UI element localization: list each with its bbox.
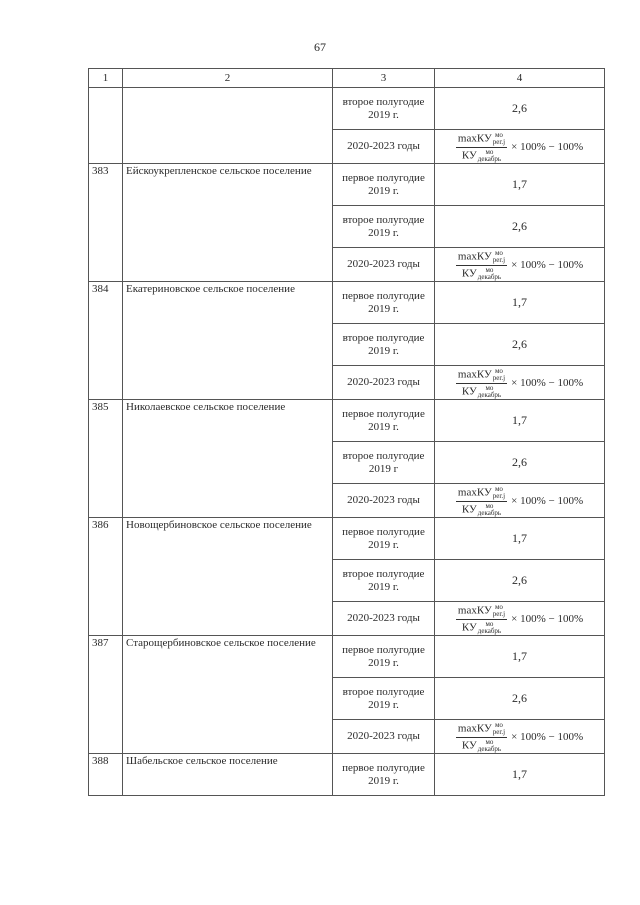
value-cell: 2,6 bbox=[435, 442, 605, 484]
settlement-name: Екатериновское сельское поселение bbox=[123, 282, 333, 400]
formula-fraction: maxКУ мо рег.j КУ мо декабрь bbox=[457, 130, 506, 163]
formula-cell bbox=[435, 484, 605, 518]
table-row bbox=[89, 636, 605, 678]
index-formula bbox=[456, 132, 583, 163]
period-cell: первое полугодие 2019 г. bbox=[333, 754, 435, 796]
period-cell: 2020-2023 годы bbox=[333, 366, 435, 400]
period-cell: первое полугодие 2019 г. bbox=[333, 164, 435, 206]
formula-tail: × 100% − 100% bbox=[511, 377, 584, 390]
settlement-name: Новощербиновское сельское поселение bbox=[123, 518, 333, 636]
index-formula bbox=[456, 722, 583, 753]
index-formula bbox=[456, 486, 583, 517]
settlement-name: Старощербиновское сельское поселение bbox=[123, 636, 333, 754]
value-cell: 1,7 bbox=[435, 636, 605, 678]
formula-cell bbox=[435, 602, 605, 636]
period-cell: первое полугодие 2019 г. bbox=[333, 518, 435, 560]
table-row bbox=[89, 400, 605, 442]
value-cell: 2,6 bbox=[435, 560, 605, 602]
formula-fraction: maxКУ мо рег.j КУ мо декабрь bbox=[457, 602, 506, 635]
value-cell: 1,7 bbox=[435, 754, 605, 796]
formula-tail: × 100% − 100% bbox=[511, 141, 584, 154]
col-header: 3 bbox=[333, 69, 435, 88]
row-number: 386 bbox=[89, 518, 123, 636]
col-header: 4 bbox=[435, 69, 605, 88]
row-number: 384 bbox=[89, 282, 123, 400]
formula-fraction: maxКУ мо рег.j КУ мо декабрь bbox=[457, 720, 506, 753]
value-cell: 2,6 bbox=[435, 324, 605, 366]
formula-fraction: maxКУ мо рег.j КУ мо декабрь bbox=[457, 484, 506, 517]
formula-cell bbox=[435, 130, 605, 164]
tariff-table bbox=[88, 68, 605, 796]
formula-tail: × 100% − 100% bbox=[511, 613, 584, 626]
table-row bbox=[89, 88, 605, 130]
value-cell: 1,7 bbox=[435, 518, 605, 560]
formula-tail: × 100% − 100% bbox=[511, 495, 584, 508]
index-formula bbox=[456, 250, 583, 281]
table-header-row bbox=[89, 69, 605, 88]
period-cell: 2020-2023 годы bbox=[333, 248, 435, 282]
row-number: 387 bbox=[89, 636, 123, 754]
formula-cell bbox=[435, 720, 605, 754]
formula-cell bbox=[435, 366, 605, 400]
period-cell: 2020-2023 годы bbox=[333, 484, 435, 518]
value-cell: 1,7 bbox=[435, 400, 605, 442]
formula-cell bbox=[435, 248, 605, 282]
value-cell: 1,7 bbox=[435, 164, 605, 206]
table-row bbox=[89, 164, 605, 206]
formula-fraction: maxКУ мо рег.j КУ мо декабрь bbox=[457, 248, 506, 281]
value-cell: 2,6 bbox=[435, 88, 605, 130]
period-cell: второе полугодие 2019 г. bbox=[333, 88, 435, 130]
period-cell: 2020-2023 годы bbox=[333, 130, 435, 164]
period-cell: второе полугодие 2019 г bbox=[333, 442, 435, 484]
value-cell: 2,6 bbox=[435, 678, 605, 720]
settlement-name: Николаевское сельское поселение bbox=[123, 400, 333, 518]
table-body bbox=[89, 88, 605, 796]
col-header: 2 bbox=[123, 69, 333, 88]
index-formula bbox=[456, 604, 583, 635]
period-cell: второе полугодие 2019 г. bbox=[333, 324, 435, 366]
row-number: 388 bbox=[89, 754, 123, 796]
period-cell: второе полугодие 2019 г. bbox=[333, 560, 435, 602]
index-formula bbox=[456, 368, 583, 399]
table-row bbox=[89, 518, 605, 560]
table-row bbox=[89, 754, 605, 796]
formula-fraction: maxКУ мо рег.j КУ мо декабрь bbox=[457, 366, 506, 399]
period-cell: 2020-2023 годы bbox=[333, 602, 435, 636]
settlement-name bbox=[123, 88, 333, 164]
settlement-name: Ейскоукрепленское сельское поселение bbox=[123, 164, 333, 282]
formula-tail: × 100% − 100% bbox=[511, 731, 584, 744]
period-cell: второе полугодие 2019 г. bbox=[333, 678, 435, 720]
settlement-name: Шабельское сельское поселение bbox=[123, 754, 333, 796]
row-number bbox=[89, 88, 123, 164]
period-cell: 2020-2023 годы bbox=[333, 720, 435, 754]
period-cell: первое полугодие 2019 г. bbox=[333, 636, 435, 678]
period-cell: второе полугодие 2019 г. bbox=[333, 206, 435, 248]
page-number: 67 bbox=[314, 40, 326, 54]
row-number: 383 bbox=[89, 164, 123, 282]
period-cell: первое полугодие 2019 г. bbox=[333, 400, 435, 442]
value-cell: 1,7 bbox=[435, 282, 605, 324]
table-row bbox=[89, 282, 605, 324]
formula-tail: × 100% − 100% bbox=[511, 259, 584, 272]
row-number: 385 bbox=[89, 400, 123, 518]
value-cell: 2,6 bbox=[435, 206, 605, 248]
period-cell: первое полугодие 2019 г. bbox=[333, 282, 435, 324]
col-header: 1 bbox=[89, 69, 123, 88]
